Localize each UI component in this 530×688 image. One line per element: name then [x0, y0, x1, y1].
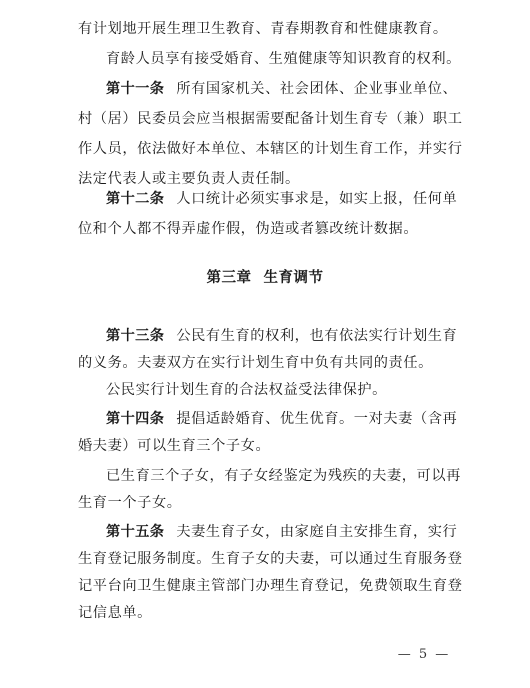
article-15-first-line — [106, 522, 458, 542]
article-14-first-line — [106, 409, 458, 429]
article-11-heading: 第十一条 — [106, 81, 165, 97]
text-line: 人口统计必须实事求是，如实上报，任何单 — [176, 191, 458, 207]
article-15-heading: 第十五条 — [106, 524, 165, 540]
article-12-heading: 第十二条 — [106, 191, 165, 207]
text-line: 生育登记服务制度。生育子女的夫妻，可以通过生育服务登 — [78, 551, 463, 567]
text-line: 村（居）民委员会应当根据需要配备计划生育专（兼）职工 — [78, 111, 463, 127]
article-11-first-line — [106, 79, 458, 99]
chapter-number: 第三章 — [206, 270, 252, 286]
text-line: 所有国家机关、社会团体、企业事业单位、 — [176, 81, 458, 97]
text-line: 已生育三个子女，有子女经鉴定为残疾的夫妻，可以再 — [106, 468, 461, 484]
chapter-title: 生育调节 — [263, 270, 324, 286]
text-line: 有计划地开展生理卫生教育、青春期教育和性健康教育。 — [78, 21, 448, 37]
text-line: 公民有生育的权利，也有依法实行计划生育 — [176, 328, 458, 344]
text-line: 位和个人都不得弄虚作假，伪造或者篡改统计数据。 — [78, 221, 419, 237]
text-line: 育龄人员享有接受婚育、生殖健康等知识教育的权利。 — [106, 51, 461, 67]
text-line: 作人员，依法做好本单位、本辖区的计划生育工作，并实行 — [78, 141, 463, 157]
text-line: 婚夫妻）可以生育三个子女。 — [78, 438, 271, 454]
article-12-first-line — [106, 189, 458, 209]
text-line: 的义务。夫妻双方在实行计划生育中负有共同的责任。 — [78, 355, 433, 371]
article-13-heading: 第十三条 — [106, 328, 165, 344]
article-13-first-line — [106, 326, 458, 346]
chapter-heading — [0, 268, 530, 288]
text-line: 提倡适龄婚育、优生优育。一对夫妻（含再 — [176, 411, 458, 427]
text-line: 生育一个子女。 — [78, 495, 182, 511]
text-line: 夫妻生育子女，由家庭自主安排生育，实行 — [176, 524, 458, 540]
article-14-heading: 第十四条 — [106, 411, 165, 427]
page-number: — 5 — — [397, 647, 451, 662]
text-line: 法定代表人或主要负责人责任制。 — [78, 171, 300, 187]
text-line: 公民实行计划生育的合法权益受法律保护。 — [106, 382, 387, 398]
text-line: 记信息单。 — [78, 605, 152, 621]
text-line: 记平台向卫生健康主管部门办理生育登记，免费领取生育登 — [78, 578, 463, 594]
